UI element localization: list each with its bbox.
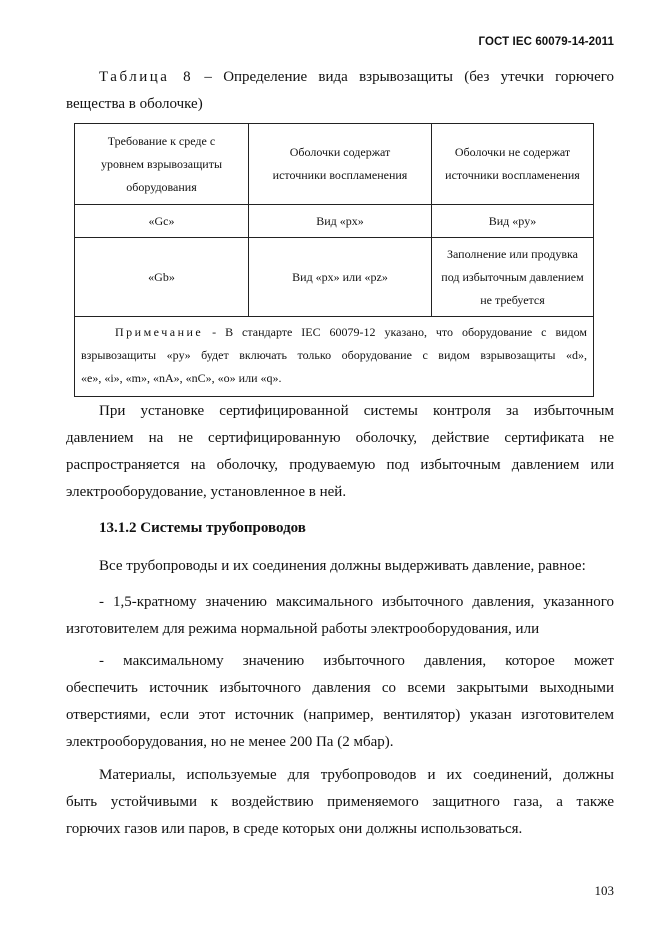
protection-type-table [74,123,594,397]
paragraph-pressure-intro: Все трубопроводы и их соединения должны выдерживать давление, равное: [99,558,586,574]
list-item-1: - 1,5-кратному значению максимального избыточного давления, указанного изготовителем для режима нормальной работы электрооборудования, или [66,594,614,637]
paragraph-certification: При установке сертифицированной системы контроля за избыточным давлением на не сертифицированную оболочку, действие сертификата не распространяется на оболочку, продуваемую под избыточным давлением или электрооборудование, установленное в ней. [66,403,614,500]
table-cell: «Gb» [75,238,249,317]
paragraph-materials: Материалы, используемые для трубопроводов и их соединений, должны быть устойчивыми к воздействию применяемого защитного газа, а также горючих газов или паров, в среде которых они должны использоваться. [66,767,614,837]
table-cell: Заполнение или продувка под избыточным давлением не требуется [432,238,594,317]
section-heading: 13.1.2 Системы трубопроводов [99,520,306,536]
table-cell: Вид «px» или «pz» [249,238,432,317]
document-code: ГОСТ IEC 60079-14-2011 [478,36,614,48]
table-cell: Вид «py» [432,205,594,238]
note-label: Примечание [115,325,204,339]
table-note-row [75,317,594,397]
header-cell-no-sources: Оболочки не содержат источники воспламенения [432,124,594,205]
table-title: Таблица 8 – Определение вида взрывозащиты (без утечки горючего вещества в оболочке) [66,69,615,112]
table-header-row [75,124,594,205]
table-row [75,238,594,317]
table-label: Таблица 8 [99,69,194,85]
list-item-2: - максимальному значению избыточного давления, которое может обеспечить источник избыточного давления со всеми закрытыми выходными отверстиями, если этот источник (например, вентилятор) указан изготовителем электрооборудования, но не менее 200 Па (2 мбар). [66,653,614,750]
page-number: 103 [594,883,614,898]
table-cell: «Gc» [75,205,249,238]
header-cell-requirement: Требование к среде с уровнем взрывозащиты оборудования [75,124,249,205]
table-note: Примечание - В стандарте IEC 60079-12 указано, что оборудование с видом взрывозащиты «py» будет включать только оборудование с видом взрывозащиты «d», «e», «i», «m», «nA», «nC», «o» или «q». [75,317,594,397]
table-row [75,205,594,238]
header-cell-contains-sources: Оболочки содержат источники воспламенения [249,124,432,205]
table-cell: Вид «px» [249,205,432,238]
